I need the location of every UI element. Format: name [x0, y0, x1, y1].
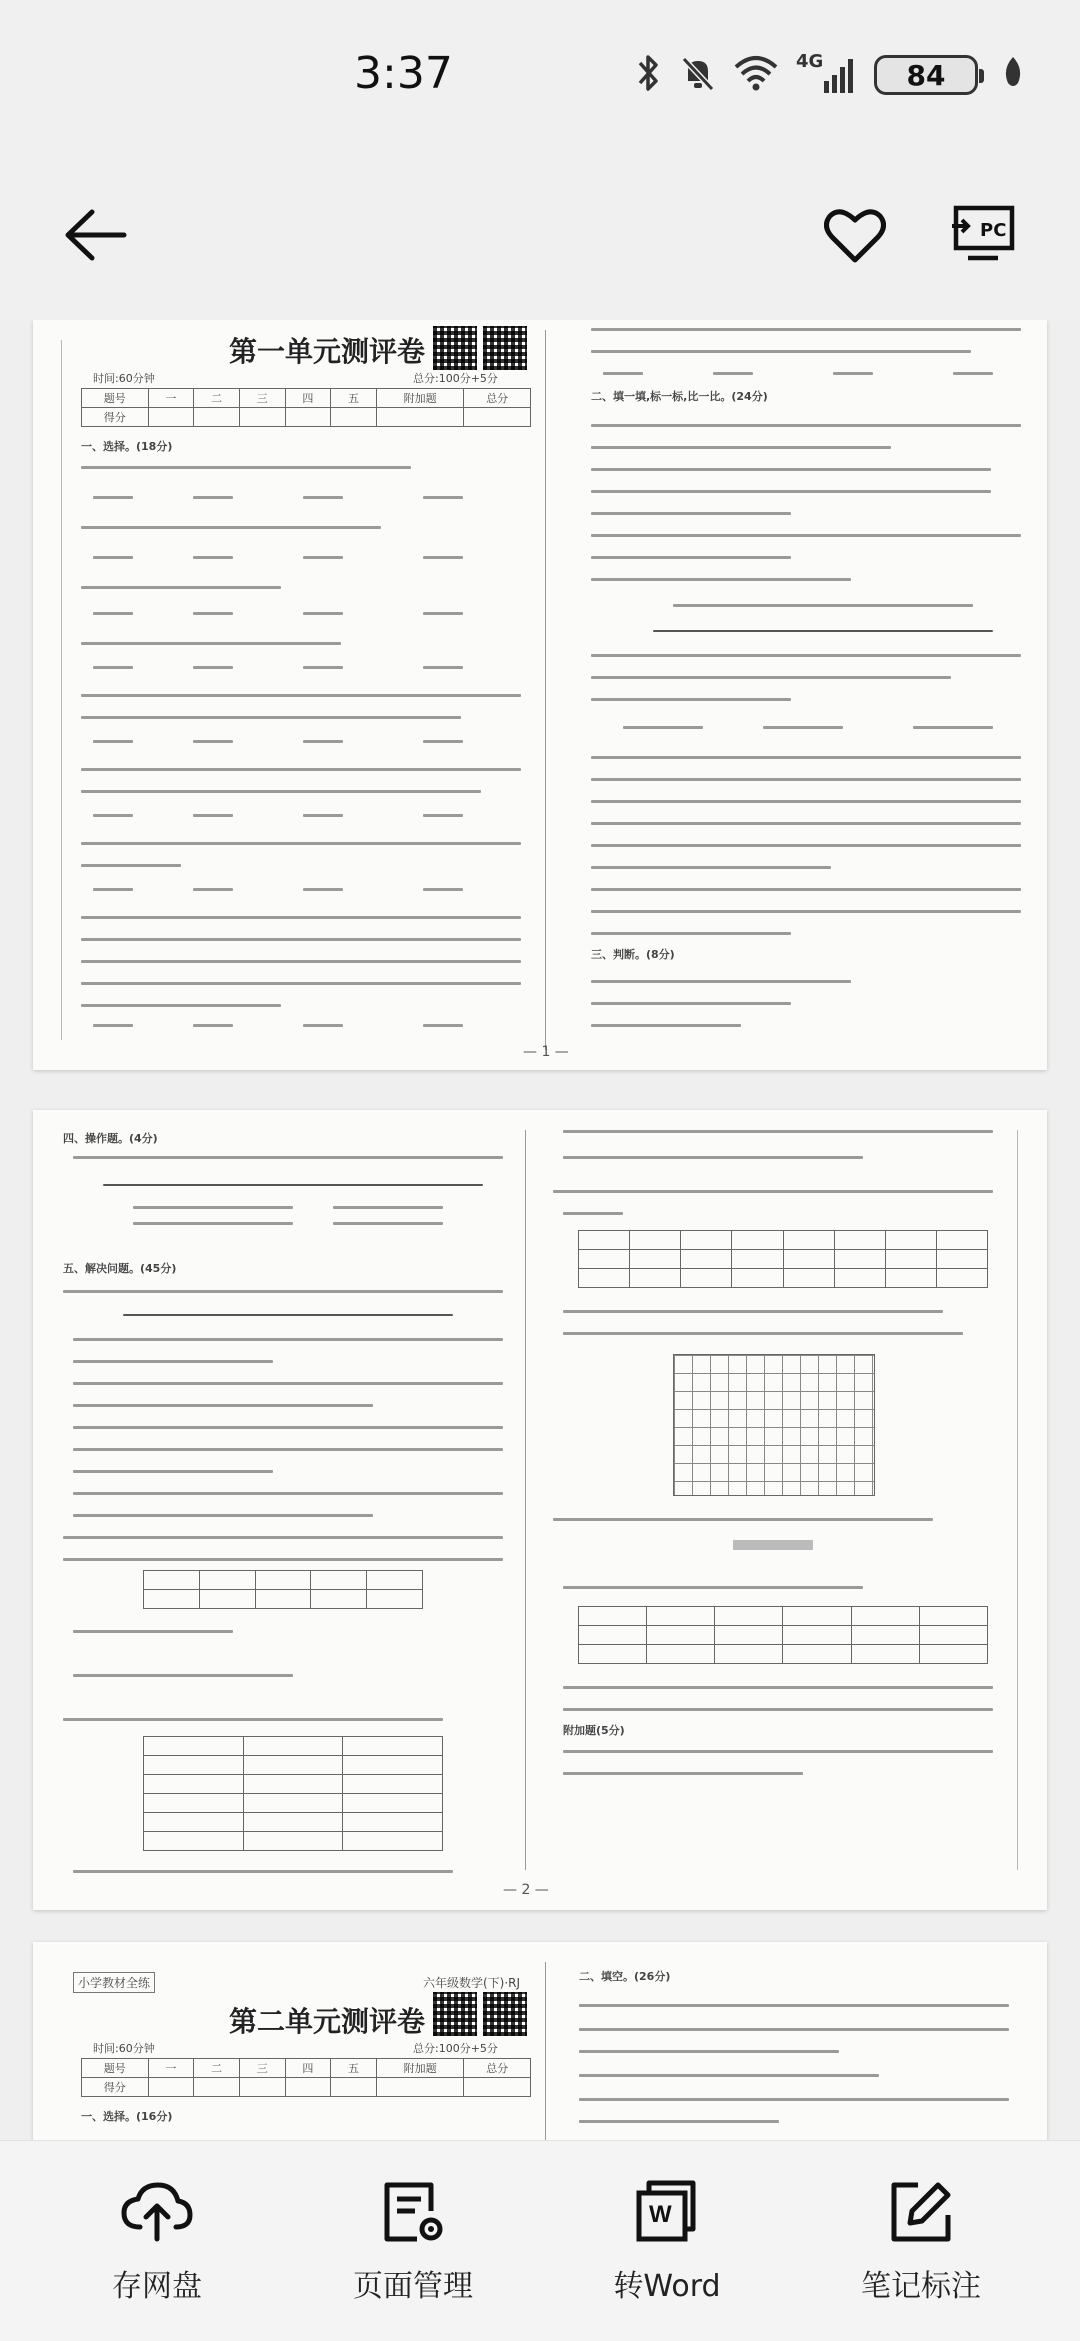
page-settings-icon — [381, 2177, 445, 2247]
convert-word-button[interactable] — [532, 2141, 802, 2341]
bottom-toolbar — [0, 2140, 1080, 2341]
water-level-chart-grid — [673, 1354, 875, 1496]
page3-score-table — [81, 2058, 531, 2097]
mute-icon — [680, 53, 716, 97]
score-header: 附加题 — [376, 2059, 464, 2078]
page3-title: 第二单元测评卷 — [229, 2005, 426, 2038]
score-header: 题号 — [82, 389, 149, 408]
page2-section-4: 四、操作题。(4分) — [63, 1132, 158, 1145]
score-header: 五 — [331, 389, 377, 408]
qr-code — [433, 1992, 477, 2036]
score-header: 一 — [148, 2059, 194, 2078]
column-divider — [545, 1962, 546, 2140]
qr-code — [483, 326, 527, 370]
leaf-icon — [1002, 55, 1024, 95]
page1-time-note: 时间:60分钟 — [93, 372, 155, 385]
page2-income-table — [143, 1736, 443, 1851]
score-header: 二 — [194, 2059, 240, 2078]
page-management-button[interactable] — [278, 2141, 548, 2341]
status-bar — [0, 0, 1080, 150]
tool-label: 存网盘 — [112, 2269, 202, 2304]
network-type: 4G — [796, 51, 824, 72]
save-to-cloud-button[interactable] — [22, 2141, 292, 2341]
tool-label: 转Word — [613, 2269, 721, 2304]
page2-extra: 附加题(5分) — [563, 1724, 625, 1737]
document-page-1[interactable] — [33, 320, 1047, 1070]
document-page-2[interactable] — [33, 1110, 1047, 1910]
page3-section-1: 一、选择。(16分) — [81, 2110, 173, 2123]
score-header: 总分 — [464, 389, 531, 408]
score-header: 题号 — [82, 2059, 149, 2078]
score-header: 五 — [331, 2059, 377, 2078]
score-row-label: 得分 — [82, 2078, 149, 2097]
status-icons — [636, 50, 1024, 100]
binding-line — [1017, 1130, 1018, 1870]
back-arrow-icon — [62, 208, 128, 262]
page3-time-note: 时间:60分钟 — [93, 2042, 155, 2055]
page1-section-3: 三、判断。(8分) — [591, 948, 675, 961]
score-row-label: 得分 — [82, 408, 149, 427]
pc-view-button[interactable] — [938, 190, 1028, 280]
tool-label: 笔记标注 — [861, 2269, 981, 2304]
score-header: 三 — [239, 2059, 285, 2078]
column-divider — [545, 330, 546, 1050]
battery-icon — [874, 55, 978, 95]
page3-grade: 六年级数学(下)·RJ — [423, 1976, 521, 1990]
cloud-upload-icon — [118, 2177, 196, 2247]
page2-book-table — [143, 1570, 423, 1609]
page1-score-table — [81, 388, 531, 427]
wifi-icon — [734, 53, 778, 97]
heart-icon — [824, 206, 886, 264]
score-header: 二 — [194, 389, 240, 408]
page2-water-table — [578, 1230, 988, 1288]
top-nav-bar — [0, 150, 1080, 320]
page2-number: — 2 — — [503, 1882, 549, 1898]
page1-section-2: 二、填一填,标一标,比一比。(24分) — [591, 390, 768, 403]
score-header: 一 — [148, 389, 194, 408]
document-page-3[interactable] — [33, 1942, 1047, 2140]
tool-label: 页面管理 — [353, 2269, 473, 2304]
qr-code — [433, 326, 477, 370]
page3-brand: 小学教材全练 — [73, 1972, 155, 1993]
pc-label: PC — [980, 220, 1007, 241]
score-header: 总分 — [464, 2059, 531, 2078]
battery-level: 84 — [906, 58, 946, 92]
word-badge: W — [649, 2201, 672, 2228]
edit-note-icon — [888, 2177, 954, 2247]
page1-title: 第一单元测评卷 — [229, 335, 426, 368]
signal-icon — [796, 51, 856, 95]
binding-line — [61, 340, 62, 1040]
page1-score-note: 总分:100分+5分 — [413, 372, 498, 385]
document-viewer[interactable] — [0, 320, 1080, 2140]
note-annotation-button[interactable] — [786, 2141, 1056, 2341]
word-convert-icon — [631, 2177, 703, 2247]
page3-score-note: 总分:100分+5分 — [413, 2042, 498, 2055]
page2-match-table — [578, 1606, 988, 1664]
page1-number: — 1 — — [523, 1044, 569, 1060]
favorite-button[interactable] — [810, 190, 900, 280]
score-header: 三 — [239, 389, 285, 408]
qr-code — [483, 1992, 527, 2036]
page3-section-2: 二、填空。(26分) — [579, 1970, 671, 1983]
column-divider — [525, 1130, 526, 1870]
score-header: 四 — [285, 389, 331, 408]
page2-section-5: 五、解决问题。(45分) — [63, 1262, 177, 1275]
page1-section-1: 一、选择。(18分) — [81, 440, 173, 453]
status-time: 3:37 — [354, 48, 453, 99]
score-header: 附加题 — [376, 389, 464, 408]
bluetooth-icon — [636, 53, 662, 97]
score-header: 四 — [285, 2059, 331, 2078]
back-button[interactable] — [40, 190, 150, 280]
